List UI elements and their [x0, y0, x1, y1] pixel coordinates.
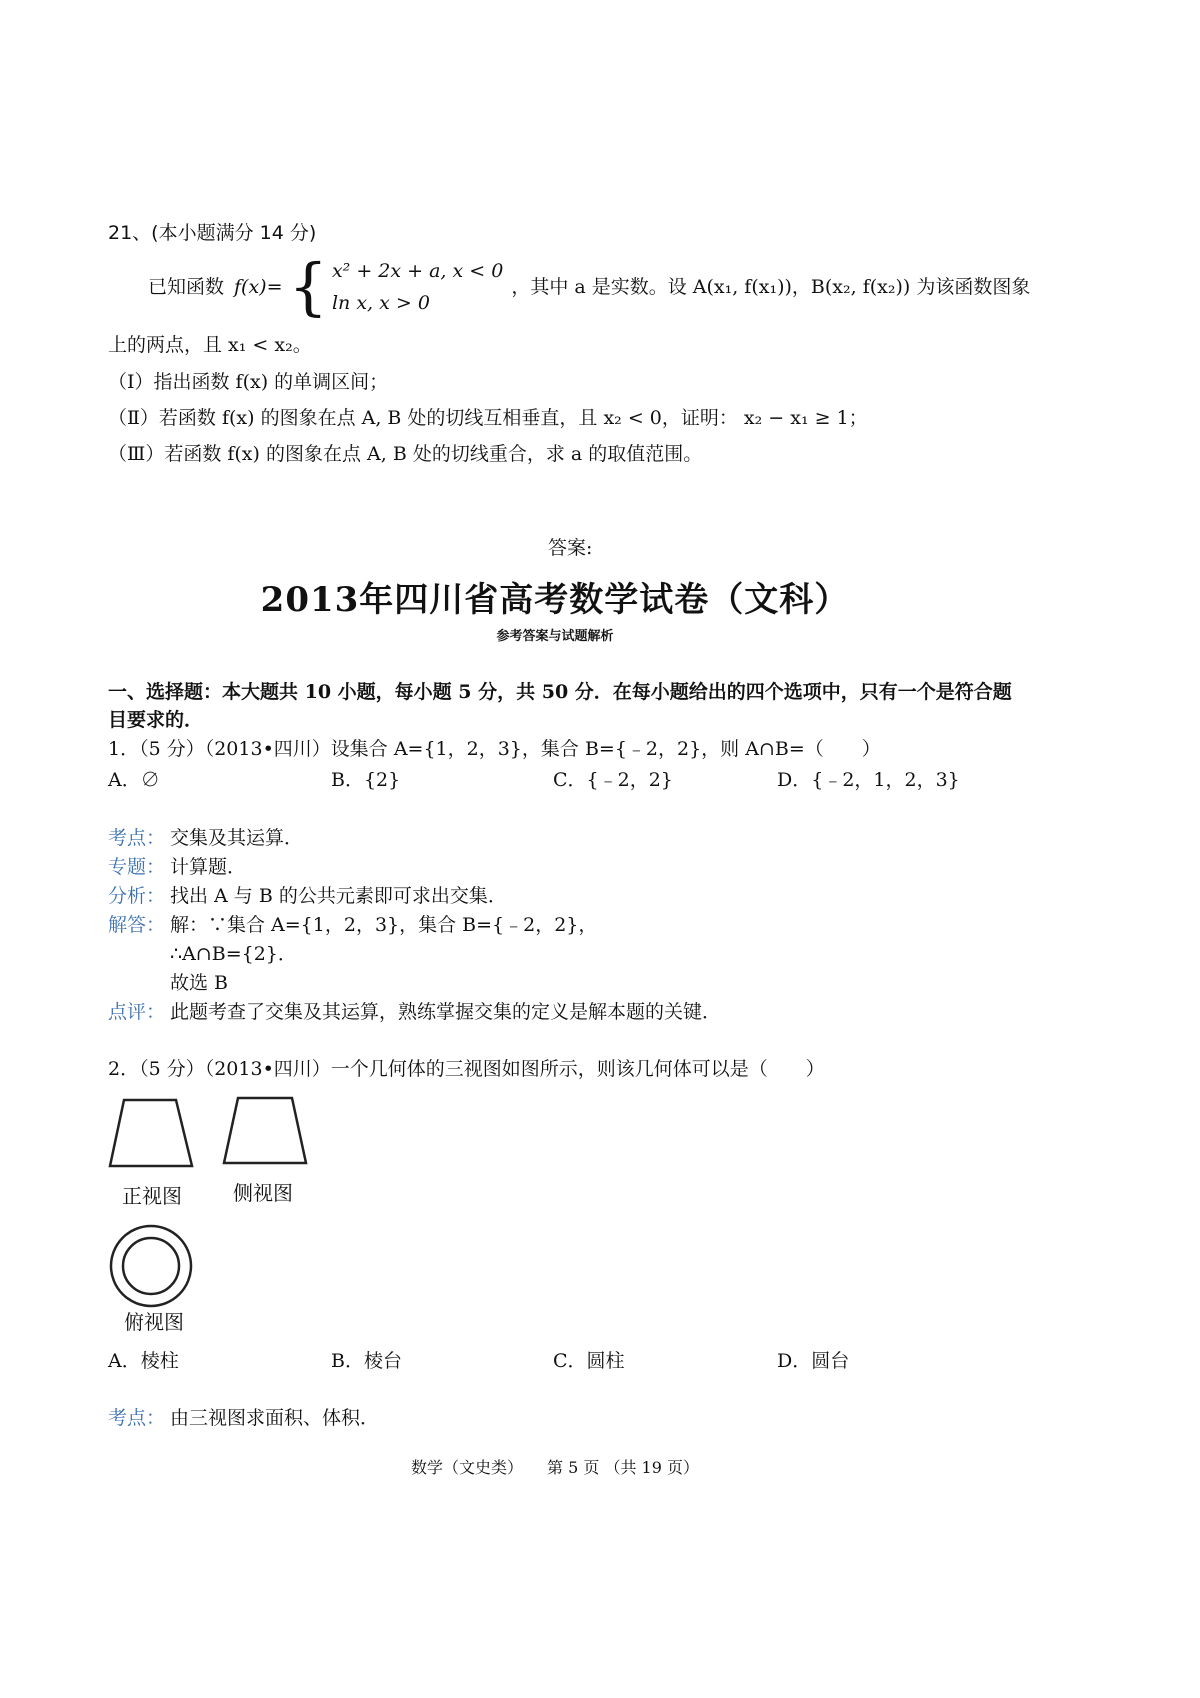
- q1-dp-label: 点评：: [108, 1001, 166, 1023]
- page-footer: 数学（文史类） 第 5 页 （共 19 页）: [411, 1458, 699, 1477]
- q1-zt-label: 专题：: [108, 856, 166, 878]
- q2-kd: 由三视图求面积、体积．: [170, 1407, 380, 1429]
- q2-stem: 2．（5 分）（2013•四川）一个几何体的三视图如图所示，则该几何体可以是（ ）: [108, 1058, 825, 1080]
- q2-option-c: C．圆柱: [553, 1350, 625, 1372]
- front-view-trapezoid: [110, 1100, 192, 1166]
- q2-option-d: D．圆台: [777, 1350, 850, 1372]
- q2-option-b: B．棱台: [331, 1350, 402, 1372]
- q21-part2: （Ⅱ）若函数 f(x) 的图象在点 A, B 处的切线互相垂直，且 x₂ < 0，证明： x₂ − x₁ ≥ 1；: [108, 407, 868, 429]
- q1-kd-label: 考点：: [108, 827, 166, 849]
- piecewise-case-1: x² + 2x + a, x < 0: [331, 260, 504, 282]
- q1-option-c: C．{﹣2，2}: [553, 769, 673, 791]
- q21-function-definition: [148, 251, 1030, 323]
- q1-dp: 此题考查了交集及其运算，熟练掌握交集的定义是解本题的关键．: [170, 1001, 722, 1023]
- piecewise-brace: {: [288, 250, 328, 323]
- q1-jd-line1: 解：∵集合 A={1，2，3}，集合 B={﹣2，2}，: [170, 914, 598, 936]
- q1-zt: 计算题．: [170, 856, 247, 878]
- piecewise-cases: [332, 259, 503, 315]
- q21-header: 21、(本小题满分 14 分): [108, 222, 317, 244]
- q1-jd-line2: ∴A∩B={2}．: [170, 943, 297, 965]
- q1-fx: 找出 A 与 B 的公共元素即可求出交集．: [170, 885, 507, 907]
- front-view-label: 正视图: [122, 1184, 182, 1208]
- side-view-label: 侧视图: [233, 1181, 293, 1205]
- piecewise-case-2: ln x, x > 0: [331, 292, 430, 314]
- q21-intro-prefix: 已知函数: [148, 276, 225, 298]
- q2-kd-label: 考点：: [108, 1407, 166, 1429]
- top-view-inner-circle: [123, 1238, 179, 1294]
- top-view-label: 俯视图: [124, 1310, 184, 1334]
- q21-fx: f(x)=: [234, 276, 283, 298]
- answer-label: 答案:: [548, 537, 593, 559]
- page-subtitle: 参考答案与试题解析: [496, 629, 614, 644]
- q21-line2: 上的两点，且 x₁ < x₂。: [108, 334, 312, 356]
- section-heading-cont: 目要求的．: [108, 709, 204, 731]
- three-view-figure: [100, 1092, 330, 1337]
- side-view-trapezoid: [224, 1098, 306, 1163]
- q1-option-b: B．{2}: [331, 769, 401, 791]
- q1-jd-label: 解答：: [108, 914, 166, 936]
- q21-part3: （Ⅲ）若函数 f(x) 的图象在点 A, B 处的切线重合，求 a 的取值范围。: [108, 443, 703, 465]
- q21-part1: （Ⅰ）指出函数 f(x) 的单调区间；: [108, 371, 389, 393]
- q2-option-a: A．棱柱: [108, 1350, 179, 1372]
- q1-kd: 交集及其运算．: [170, 827, 304, 849]
- q1-option-d: D．{﹣2，1，2，3}: [777, 769, 960, 791]
- page-title: 2013年四川省高考数学试卷（文科）: [260, 580, 850, 620]
- q1-option-a: A．∅: [108, 769, 160, 791]
- q21-intro-suffix: ，其中 a 是实数。设 A(x₁, f(x₁))，B(x₂, f(x₂)) 为该函数图象: [511, 276, 1031, 298]
- q1-stem: 1．（5 分）（2013•四川）设集合 A={1，2，3}，集合 B={﹣2，2}，则 A∩B=（ ）: [108, 738, 881, 760]
- q1-fx-label: 分析：: [108, 885, 166, 907]
- q1-jd-line3: 故选 B: [170, 972, 229, 994]
- section-heading: 一、选择题：本大题共 10 小题，每小题 5 分，共 50 分．在每小题给出的四个选项中，只有一个是符合题: [108, 681, 1012, 703]
